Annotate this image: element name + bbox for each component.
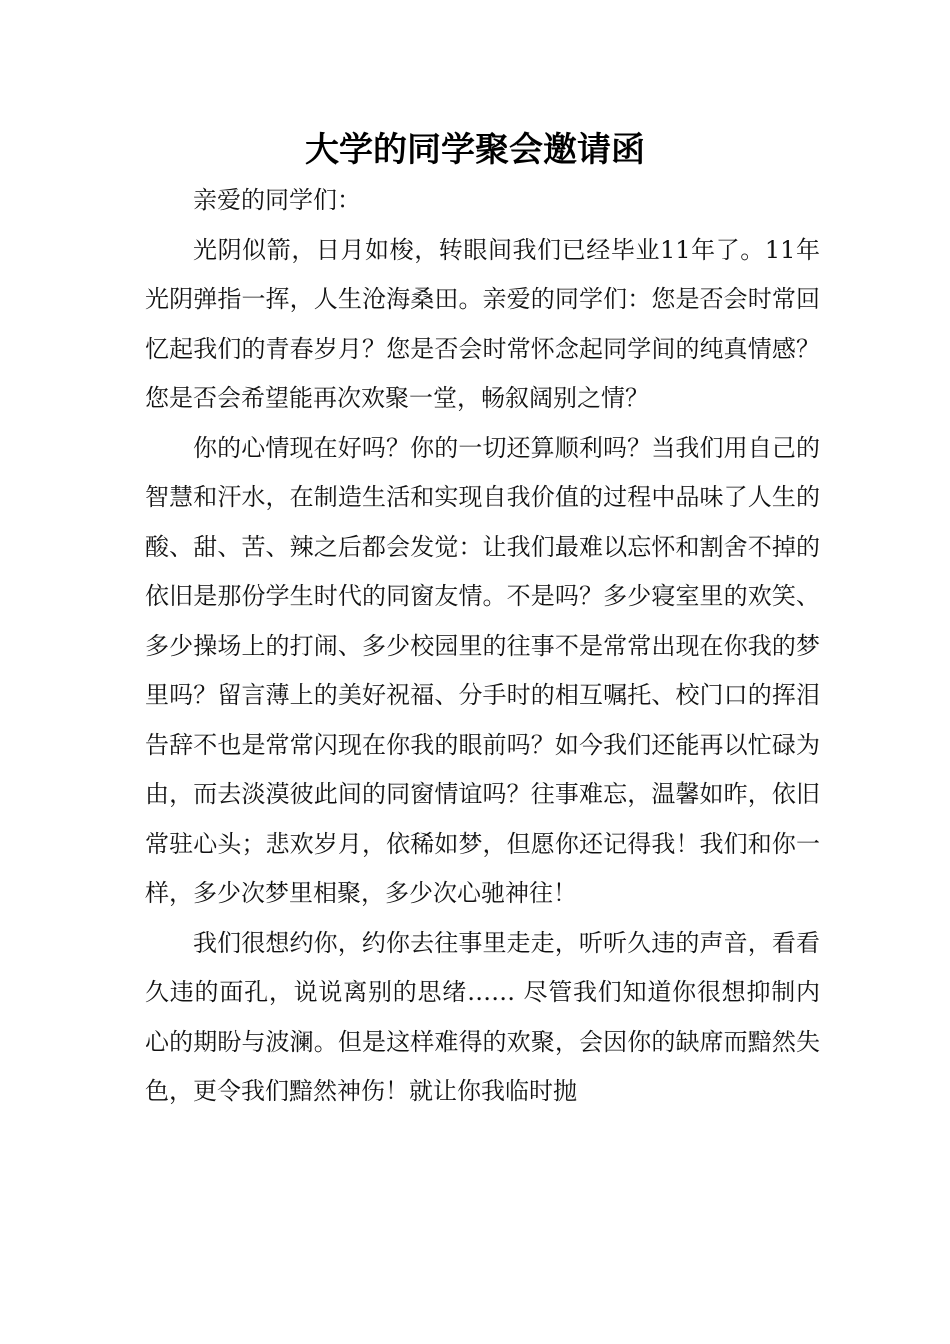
paragraph-2: 你的心情现在好吗？你的一切还算顺利吗？当我们用自己的智慧和汗水，在制造生活和实现自我价值的过程中品味了人生的酸、甜、苦、辣之后都会发觉：让我们最难以忘怀和割舍不掉的依旧是那份学生时代的同窗友情。不是吗？多少寝室里的欢笑、多少操场上的打闹、多少校园里的往事不是常常出现在你我的梦里吗？留言薄上的美好祝福、分手时的相互嘱托、校门口的挥泪告辞不也是常常闪现在你我的眼前吗？如今我们还能再以忙碌为由，而去淡漠彼此间的同窗情谊吗？往事难忘，温馨如昨，依旧常驻心头；悲欢岁月，依稀如梦，但愿你还记得我！我们和你一样，多少次梦里相聚，多少次心驰神往！ — [145, 433, 820, 907]
paragraph-3: 我们很想约你，约你去往事里走走，听听久违的声音，看看久违的面孔，说说离别的思绪…… 尽管我们知道你很想抑制内心的期盼与波澜。但是这样难得的欢聚，会因你的缺席而黯然失色，更令我们黯然神伤！就让你我临时抛 — [145, 928, 820, 1105]
document-title: 大学的同学聚会邀请函 — [305, 130, 645, 170]
salutation: 亲爱的同学们： — [193, 186, 361, 214]
document-body — [145, 176, 820, 1117]
paragraph-1: 光阴似箭，日月如梭，转眼间我们已经毕业11年了。11年光阴弹指一挥，人生沧海桑田。亲爱的同学们：您是否会时常回忆起我们的青春岁月？您是否会时常怀念起同学间的纯真情感？您是否会希望能再次欢聚一堂，畅叙阔别之情？ — [145, 235, 820, 412]
